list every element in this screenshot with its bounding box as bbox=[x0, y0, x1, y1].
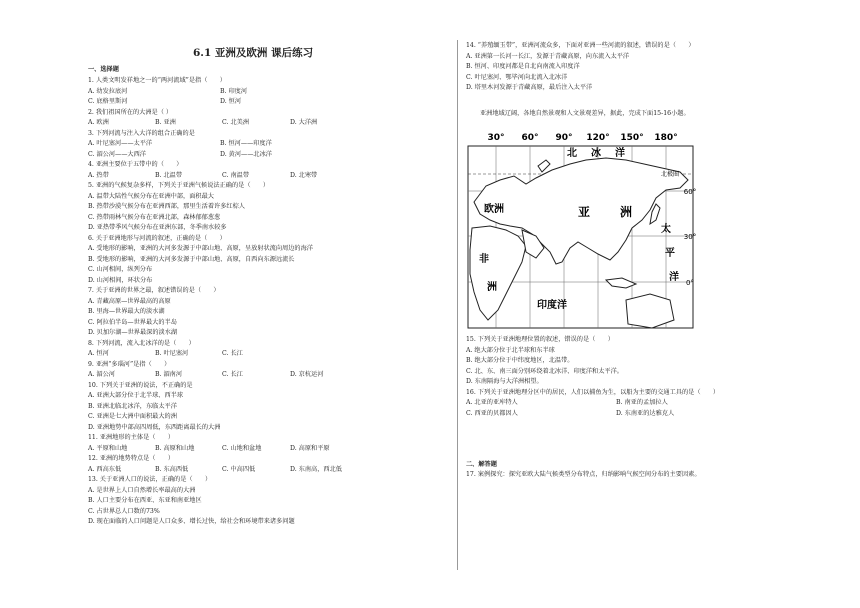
answer-option: C. 西亚的贝都因人 bbox=[466, 409, 518, 417]
answer-option: D. 京杭运河 bbox=[290, 371, 324, 378]
answer-option: A. 幼发拉底河 bbox=[88, 87, 128, 95]
question-line: C. 热带雨林气候分布在亚洲北部，森林郁郁葱葱 bbox=[88, 213, 221, 221]
question-line: D. 亚洲地势中部高四周低，东西距离最长的大洲 bbox=[88, 423, 221, 431]
answer-option: A. 欧洲 bbox=[88, 119, 109, 126]
indian-ocean-label: 印度洋 bbox=[537, 300, 567, 311]
question-line: B. 亚洲北临北冰洋，东临太平洋 bbox=[88, 402, 177, 410]
question-line: B. 绝大部分位于中纬度地区，北温带。 bbox=[466, 357, 574, 364]
answer-option: A. 恒河 bbox=[88, 350, 109, 357]
question-line: 12. 亚洲的地势特点是（ ） bbox=[88, 455, 175, 462]
question-line: D. 现在面临的人口问题是人口众多、增长过快，给社会和环境带来诸多问题 bbox=[88, 518, 295, 525]
question-line: 5. 亚洲的气候复杂多样，下列关于亚洲气候说法正确的是（ ） bbox=[88, 182, 270, 189]
answer-option: B. 叶尼塞河 bbox=[155, 350, 189, 357]
question-line: B. 恒河、印度河都是自北向南流入印度洋 bbox=[466, 63, 580, 70]
latitude-label: 60° bbox=[683, 188, 697, 196]
section-heading-choice: 一、选择题 bbox=[88, 66, 119, 73]
question-line: 11. 亚洲地形的主体是（ ） bbox=[88, 434, 175, 441]
question-line: 13. 关于亚洲人口的说法，正确的是（ ） bbox=[88, 476, 212, 483]
asia-label: 洲 bbox=[619, 205, 633, 219]
arctic-circle-label: 北极圈 bbox=[660, 171, 680, 178]
question-line: B. 受地形的影响，亚洲的大河多发源于中部山地、高原，自西向东源远流长 bbox=[88, 255, 295, 263]
arctic-ocean-label: 北 bbox=[567, 148, 577, 159]
question-line: A. 亚洲第一长河一长江，发源于青藏高原，向东流入太平洋 bbox=[466, 52, 630, 60]
answer-option: B. 恒河——印度洋 bbox=[220, 140, 272, 147]
asia-label: 亚 bbox=[577, 205, 591, 219]
answer-option: A. 北亚的亚库特人 bbox=[466, 399, 518, 406]
answer-option: B. 印度河 bbox=[220, 87, 248, 95]
longitude-label: 120° bbox=[586, 133, 610, 143]
question-line: D. 山河相间，环状分布 bbox=[88, 276, 153, 284]
question-line: A. 受地形的影响，亚洲的大河多发源于中部山地、高原，呈放射状流向周边的海洋 bbox=[88, 245, 313, 252]
latitude-label: 30° bbox=[683, 233, 697, 241]
answer-option: B. 高原和山地 bbox=[155, 444, 195, 452]
question-line: C. 占世界总人口数的73% bbox=[88, 507, 160, 515]
asia-map bbox=[466, 124, 702, 332]
answer-option: C. 山地和盆地 bbox=[222, 444, 262, 452]
answer-option: D. 黄河——北冰洋 bbox=[220, 150, 272, 158]
question-line: 1. 人类文明发祥地之一的“两河流域”是指（ ） bbox=[88, 77, 226, 84]
question-line: D. 塔里木河发源于青藏高原，最后注入太平洋 bbox=[466, 84, 593, 91]
answer-option: A. 平原和山地 bbox=[88, 444, 128, 452]
question-line: 4. 亚洲主要位于五带中的（ ） bbox=[88, 161, 183, 168]
question-line: 10. 下列关于亚洲的说法，不正确的是 bbox=[88, 381, 193, 389]
question-line: B. 热带沙漠气候分布在亚洲西部，那里生活着许多红棕人 bbox=[88, 203, 245, 210]
answer-option: C. 湄公河——大西洋 bbox=[88, 150, 146, 158]
answer-option: B. 南亚的孟加拉人 bbox=[616, 399, 668, 406]
question-line: A. 温带大陆性气候分布在亚洲中部，面积最大 bbox=[88, 192, 214, 200]
answer-option: D. 恒河 bbox=[220, 98, 242, 105]
europe-label: 欧洲 bbox=[484, 204, 504, 215]
question-line: 2. 我们祖国所在的大洲是（ ） bbox=[88, 108, 173, 116]
latitude-label: 0° bbox=[686, 279, 694, 287]
question-line: A. 青藏高原—世界最高的高原 bbox=[88, 297, 171, 305]
answer-option: B. 北温带 bbox=[155, 171, 183, 179]
question-line: 8. 下列河流，流入北冰洋的是（ ） bbox=[88, 339, 195, 347]
arctic-ocean-label: 洋 bbox=[615, 148, 625, 159]
question-line: C. 北、东、南三面分别环绕着北冰洋、印度洋和太平洋。 bbox=[466, 367, 623, 375]
question-line: 17. 案例探究：探究亚欧大陆气候类型分布特点，归纳影响气候空间分布的主要因素。 bbox=[466, 471, 701, 478]
question-line: C. 亚洲是七大洲中面积最大的洲 bbox=[88, 413, 177, 420]
intro-paragraph: 亚洲地域辽阔，各地自然景观和人文景观差异，据此，完成下面15-16小题。 bbox=[480, 110, 690, 117]
answer-option: C. 底格里斯河 bbox=[88, 98, 128, 105]
answer-option: D. 高原和平原 bbox=[290, 444, 330, 452]
question-line: D. 东南隔海与大洋洲相望。 bbox=[466, 378, 543, 385]
question-line: C. 叶尼塞河、鄂毕河向北流入北冰洋 bbox=[466, 73, 568, 81]
longitude-label: 90° bbox=[555, 133, 573, 143]
question-line: B. 人口主要分布在西亚、东亚和南亚地区 bbox=[88, 497, 202, 504]
column-divider bbox=[457, 40, 458, 570]
answer-option: B. 亚洲 bbox=[155, 119, 176, 126]
question-line: 3. 下列河流与注入大洋的组合正确的是 bbox=[88, 129, 195, 137]
answer-option: C. 南温带 bbox=[222, 171, 250, 179]
question-line: B. 里海—世界最大的淡水湖 bbox=[88, 308, 165, 315]
australia-landmass bbox=[626, 294, 674, 328]
question-line: 15. 下列关于亚洲地理位置的叙述，错误的是（ ） bbox=[466, 336, 614, 343]
arctic-ocean-label: 冰 bbox=[591, 148, 601, 159]
answer-option: C. 中高四低 bbox=[222, 465, 256, 473]
question-line: D. 贝加尔湖—世界最深的淡水湖 bbox=[88, 329, 178, 336]
question-line: C. 阿拉伯半岛—世界最大的半岛 bbox=[88, 318, 177, 326]
question-line: 7. 关于亚洲的世界之最，叙述错误的是（ ） bbox=[88, 287, 220, 294]
pacific-label: 平 bbox=[665, 248, 675, 259]
question-line: A. 绝大部分位于北半球和东半球 bbox=[466, 346, 555, 354]
africa-label: 非 bbox=[479, 254, 489, 265]
answer-option: C. 北美洲 bbox=[222, 119, 250, 126]
page-title: 6.1 亚洲及欧洲 课后练习 bbox=[193, 47, 314, 59]
answer-option: C. 长江 bbox=[222, 371, 243, 378]
answer-option: D. 北寒带 bbox=[290, 171, 318, 179]
longitude-label: 30° bbox=[487, 133, 505, 143]
question-line: A. 亚洲大部分位于北半球、西半球 bbox=[88, 392, 184, 399]
answer-option: A. 叶尼塞河——太平洋 bbox=[88, 140, 153, 147]
question-line: A. 是世界上人口自然增长率最高的大洲 bbox=[88, 486, 196, 494]
question-line: 14. “养殖缅玉带”，亚洲河流众多，下面对亚洲一些河流的叙述，错误的是（ ） bbox=[466, 42, 695, 49]
section-heading-answer: 二、解答题 bbox=[466, 461, 497, 468]
answer-option: D. 东南亚的达雅克人 bbox=[616, 409, 675, 417]
answer-option: D. 大洋洲 bbox=[290, 119, 318, 126]
answer-option: A. 西高东低 bbox=[88, 465, 122, 473]
question-line: 6. 关于亚洲地形与河流的叙述，正确的是（ ） bbox=[88, 234, 226, 242]
pacific-label: 洋 bbox=[669, 272, 679, 283]
question-line: 9. 亚洲“多瑙河”是指（ ） bbox=[88, 360, 171, 368]
question-line: D. 亚热带季风气候分布在亚洲东部，冬季南水较多 bbox=[88, 224, 227, 231]
pacific-label: 太 bbox=[661, 224, 671, 235]
longitude-label: 180° bbox=[654, 133, 678, 143]
longitude-label: 150° bbox=[620, 133, 644, 143]
answer-option: C. 长江 bbox=[222, 350, 243, 357]
answer-option: B. 东高西低 bbox=[155, 465, 189, 473]
answer-option: A. 湄公河 bbox=[88, 371, 115, 378]
answer-option: A. 热带 bbox=[88, 171, 109, 179]
question-line: 16. 下列关于亚洲地理分区中的居民，人们以捕鱼为生，以船为主要的交通工具的是（ ） bbox=[466, 388, 720, 396]
answer-option: B. 湄南河 bbox=[155, 371, 183, 378]
africa-label: 洲 bbox=[487, 282, 497, 293]
question-line: C. 山河相间，纵列分布 bbox=[88, 266, 153, 273]
answer-option: D. 东南高，西北低 bbox=[290, 465, 342, 473]
longitude-label: 60° bbox=[521, 133, 539, 143]
